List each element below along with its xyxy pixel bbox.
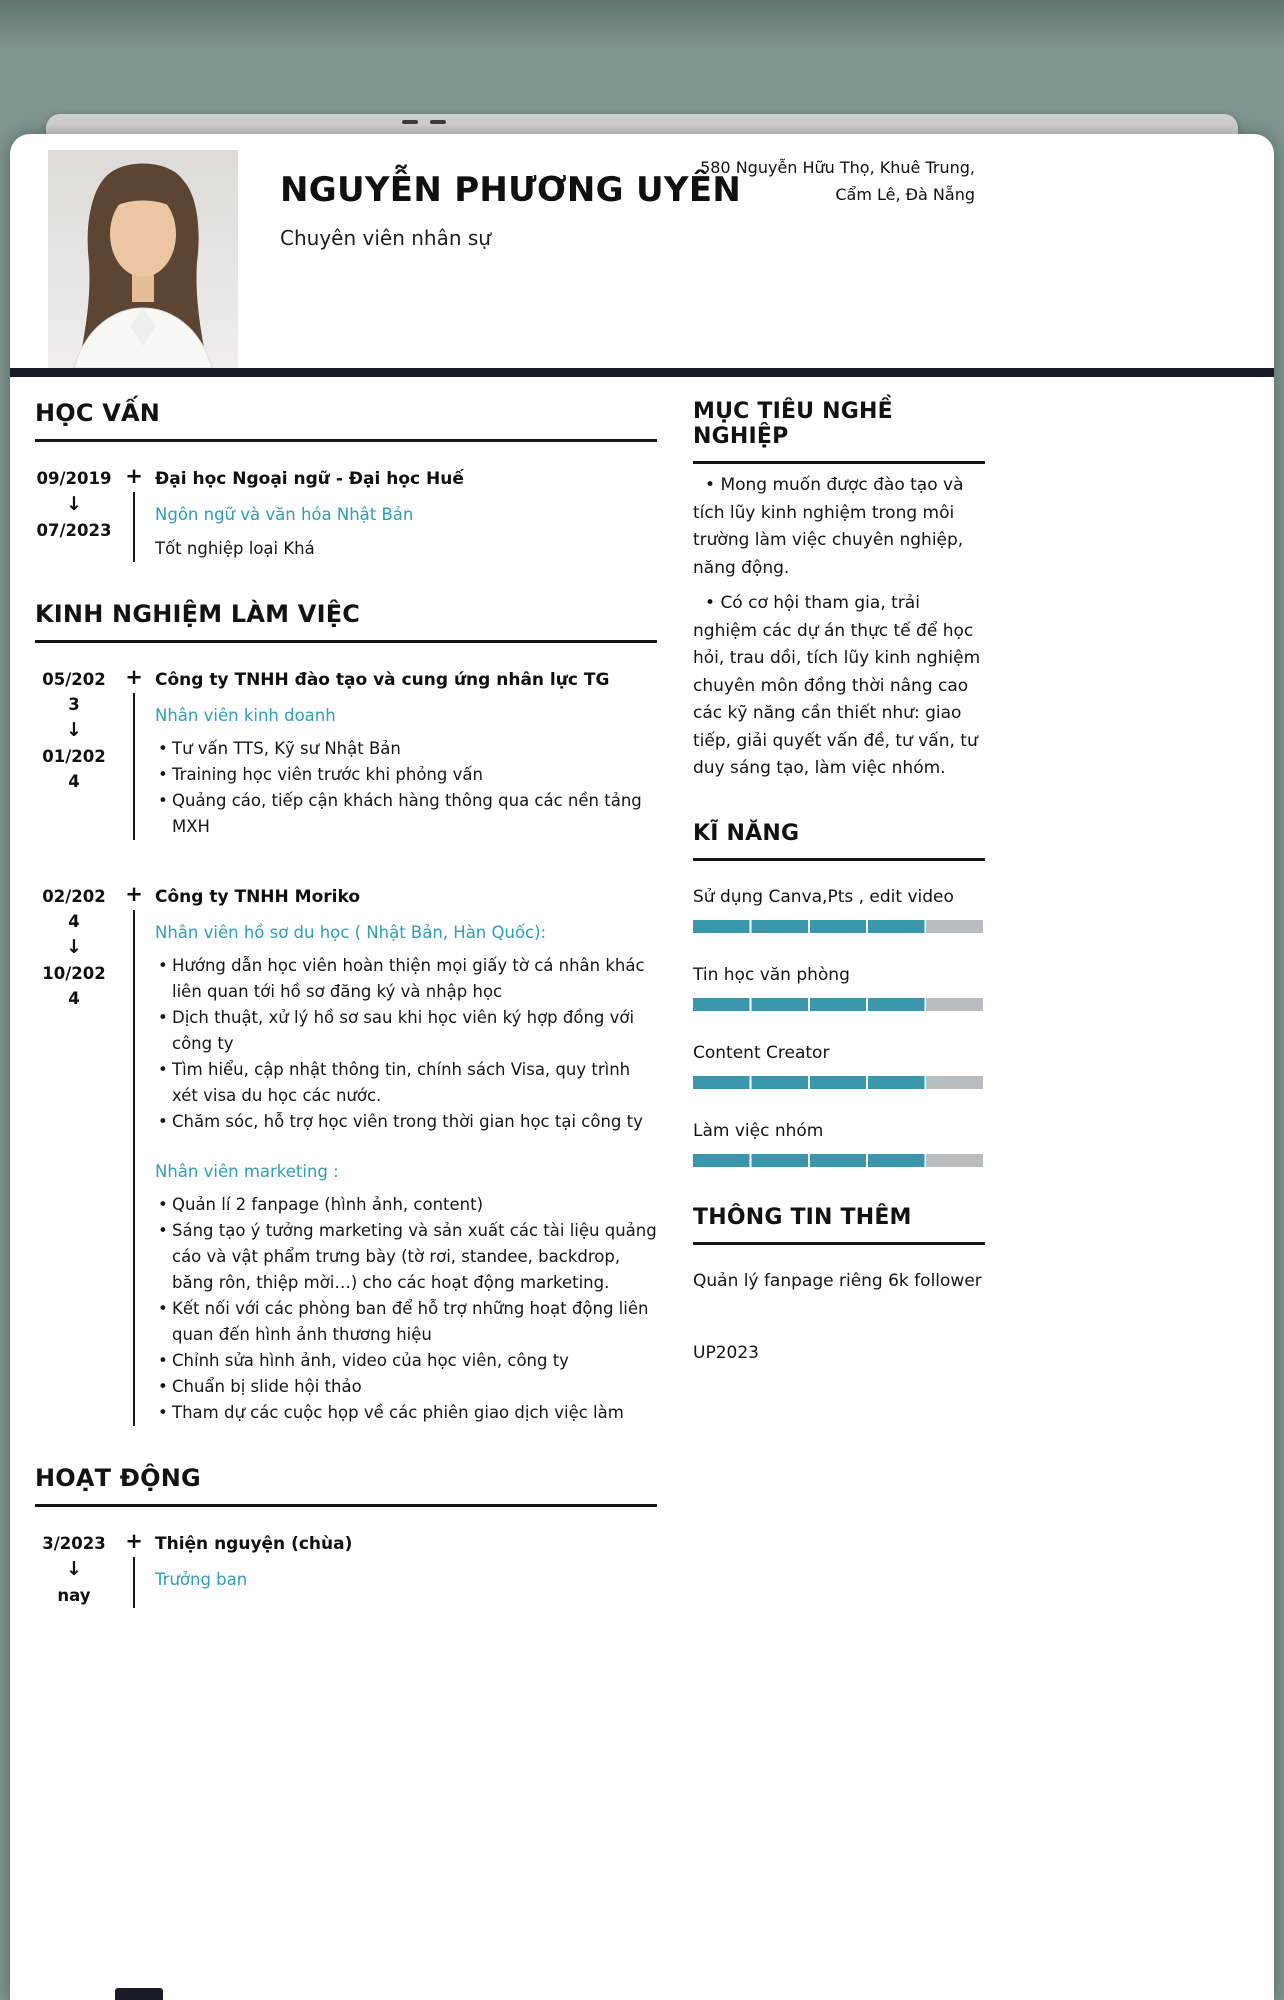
arrow-down-icon: ↓ (66, 719, 82, 741)
skill-bar-segments (693, 1076, 985, 1089)
status-bar-shadow (0, 0, 1284, 48)
objective-bullet: • Có cơ hội tham gia, trải nghiệm các dự án thực tế để học hỏi, trau dồi, tích lũy kinh nghiệm chuyên môn đồng thời nâng cao các kỹ năng cần thiết như: giao tiếp, giải quyết vấn đề, tư vấn, tư duy sáng tạo, làm việc nhóm. (693, 590, 985, 783)
entry-body (155, 1529, 657, 1608)
cv-body (10, 377, 1274, 1608)
experience-entry (35, 665, 657, 840)
timeline-line (133, 1557, 136, 1608)
page-footer-band (115, 1988, 163, 2000)
company-name: Công ty TNHH Moriko (155, 887, 361, 907)
skill-bar (693, 1076, 985, 1089)
date-end: 10/2024 (42, 964, 106, 1008)
timeline-marker (113, 464, 155, 562)
bullet-item: • Hướng dẫn học viên hoàn thiện mọi giấy tờ cá nhân khác liên quan tới hồ sơ đăng ký và nhập học (155, 953, 657, 1005)
skill-bar-segments (693, 998, 985, 1011)
skill-item (693, 1121, 985, 1167)
entry-dates (35, 882, 113, 1426)
extra-tag: UP2023 (693, 1342, 759, 1363)
skill-item (693, 1043, 985, 1089)
section-heading-experience: KINH NGHIỆM LÀM VIỆC (35, 600, 657, 643)
timeline-line (133, 693, 136, 840)
arrow-down-icon: ↓ (66, 493, 82, 515)
entry-dates (35, 1529, 113, 1608)
timeline-marker (113, 1529, 155, 1608)
date-start: 02/2024 (42, 887, 106, 931)
skill-bar (693, 1154, 985, 1167)
section-heading-education: HỌC VẤN (35, 399, 657, 442)
entry-body (155, 882, 657, 1426)
bullet-item: • Sáng tạo ý tưởng marketing và sản xuất các tài liệu quảng cáo và vật phẩm trưng bày (tờ rơi, standee, backdrop, băng rôn, thiệp mời…) cho các hoạt động marketing. (155, 1218, 657, 1296)
plus-icon: + (125, 464, 143, 488)
major-name: Ngôn ngữ và văn hóa Nhật Bản (155, 505, 414, 524)
entry-dates (35, 464, 113, 562)
entry-body (155, 464, 657, 562)
side-column (693, 377, 985, 1608)
plus-icon: + (125, 1529, 143, 1553)
section-heading-activities: HOẠT ĐỘNG (35, 1464, 657, 1507)
job-role: Nhân viên hồ sơ du học ( Nhật Bản, Hàn Quốc): (155, 923, 547, 942)
job-duties (155, 736, 657, 840)
timeline-marker (113, 882, 155, 1426)
skill-item (693, 965, 985, 1011)
activity-entry (35, 1529, 657, 1608)
entry-body (155, 665, 657, 840)
bullet-item: • Chỉnh sửa hình ảnh, video của học viên, công ty (155, 1348, 657, 1374)
extra-info: Quản lý fanpage riêng 6k follower (693, 1270, 982, 1291)
profile-photo (48, 150, 238, 368)
arrow-down-icon: ↓ (66, 936, 82, 958)
section-heading-skills: KĨ NĂNG (693, 821, 985, 861)
date-start: 3/2023 (42, 1534, 106, 1553)
skill-bar (693, 998, 985, 1011)
profile-photo-image (48, 150, 238, 368)
entry-dates (35, 665, 113, 840)
date-end: 07/2023 (36, 521, 112, 540)
bullet-item: • Chăm sóc, hỗ trợ học viên trong thời gian học tại công ty (155, 1109, 657, 1135)
bullet-item: • Dịch thuật, xử lý hồ sơ sau khi học viên ký hợp đồng với công ty (155, 1005, 657, 1057)
bullet-item: • Training học viên trước khi phỏng vấn (155, 762, 657, 788)
activity-role: Trưởng ban (155, 1570, 248, 1589)
graduation-note: Tốt nghiệp loại Khá (155, 539, 315, 558)
timeline-line (133, 910, 136, 1426)
skill-bar (693, 920, 985, 933)
bullet-item: • Tư vấn TTS, Kỹ sư Nhật Bản (155, 736, 657, 762)
objective-text (693, 472, 985, 783)
date-start: 05/2023 (42, 670, 106, 714)
company-name: Công ty TNHH đào tạo và cung ứng nhân lực TG (155, 670, 610, 690)
job-role: Nhân viên kinh doanh (155, 706, 336, 725)
page-dashes (402, 120, 446, 124)
bullet-item: • Chuẩn bị slide hội thảo (155, 1374, 657, 1400)
bullet-item: • Quản lí 2 fanpage (hình ảnh, content) (155, 1192, 657, 1218)
plus-icon: + (125, 882, 143, 906)
objective-bullet: • Mong muốn được đào tạo và tích lũy kinh nghiệm trong môi trường làm việc chuyên nghiệp, năng động. (693, 472, 985, 582)
skill-label: Tin học văn phòng (693, 964, 850, 985)
arrow-down-icon: ↓ (66, 1558, 82, 1580)
job-duties (155, 953, 657, 1135)
school-name: Đại học Ngoại ngữ - Đại học Huế (155, 469, 464, 489)
main-column (35, 377, 657, 1608)
date-start: 09/2019 (36, 469, 112, 488)
cv-page (10, 134, 1274, 2000)
bullet-item: • Tham dự các cuộc họp về các phiên giao dịch việc làm (155, 1400, 657, 1426)
skill-label: Sử dụng Canva,Pts , edit video (693, 886, 954, 907)
skill-bar-segments (693, 920, 985, 933)
header-divider (10, 368, 1274, 377)
bullet-item: • Quảng cáo, tiếp cận khách hàng thông qua các nền tảng MXH (155, 788, 657, 840)
skill-bar-segments (693, 1154, 985, 1167)
experience-entry (35, 882, 657, 1426)
skill-label: Làm việc nhóm (693, 1120, 824, 1141)
candidate-title: Chuyên viên nhân sự (280, 226, 491, 250)
candidate-address: 580 Nguyễn Hữu Thọ, Khuê Trung, Cẩm Lê, Đà Nẵng (700, 158, 975, 204)
education-entry (35, 464, 657, 562)
job-role: Nhân viên marketing : (155, 1162, 339, 1181)
plus-icon: + (125, 665, 143, 689)
bullet-item: • Tìm hiểu, cập nhật thông tin, chính sách Visa, quy trình xét visa du học các nước. (155, 1057, 657, 1109)
skill-item (693, 887, 985, 933)
bullet-item: • Kết nối với các phòng ban để hỗ trợ những hoạt động liên quan đến hình ảnh thương hiệu (155, 1296, 657, 1348)
timeline-marker (113, 665, 155, 840)
section-heading-extra: THÔNG TIN THÊM (693, 1205, 985, 1245)
activity-name: Thiện nguyện (chùa) (155, 1534, 353, 1554)
job-duties (155, 1192, 657, 1426)
date-end: nay (57, 1586, 91, 1605)
date-end: 01/2024 (42, 747, 106, 791)
cv-header (10, 134, 1274, 368)
section-heading-objective: MỤC TIÊU NGHỀ NGHIỆP (693, 399, 985, 464)
candidate-name: NGUYỄN PHƯƠNG UYÊN (280, 170, 742, 210)
skill-label: Content Creator (693, 1042, 830, 1063)
timeline-line (133, 492, 136, 562)
